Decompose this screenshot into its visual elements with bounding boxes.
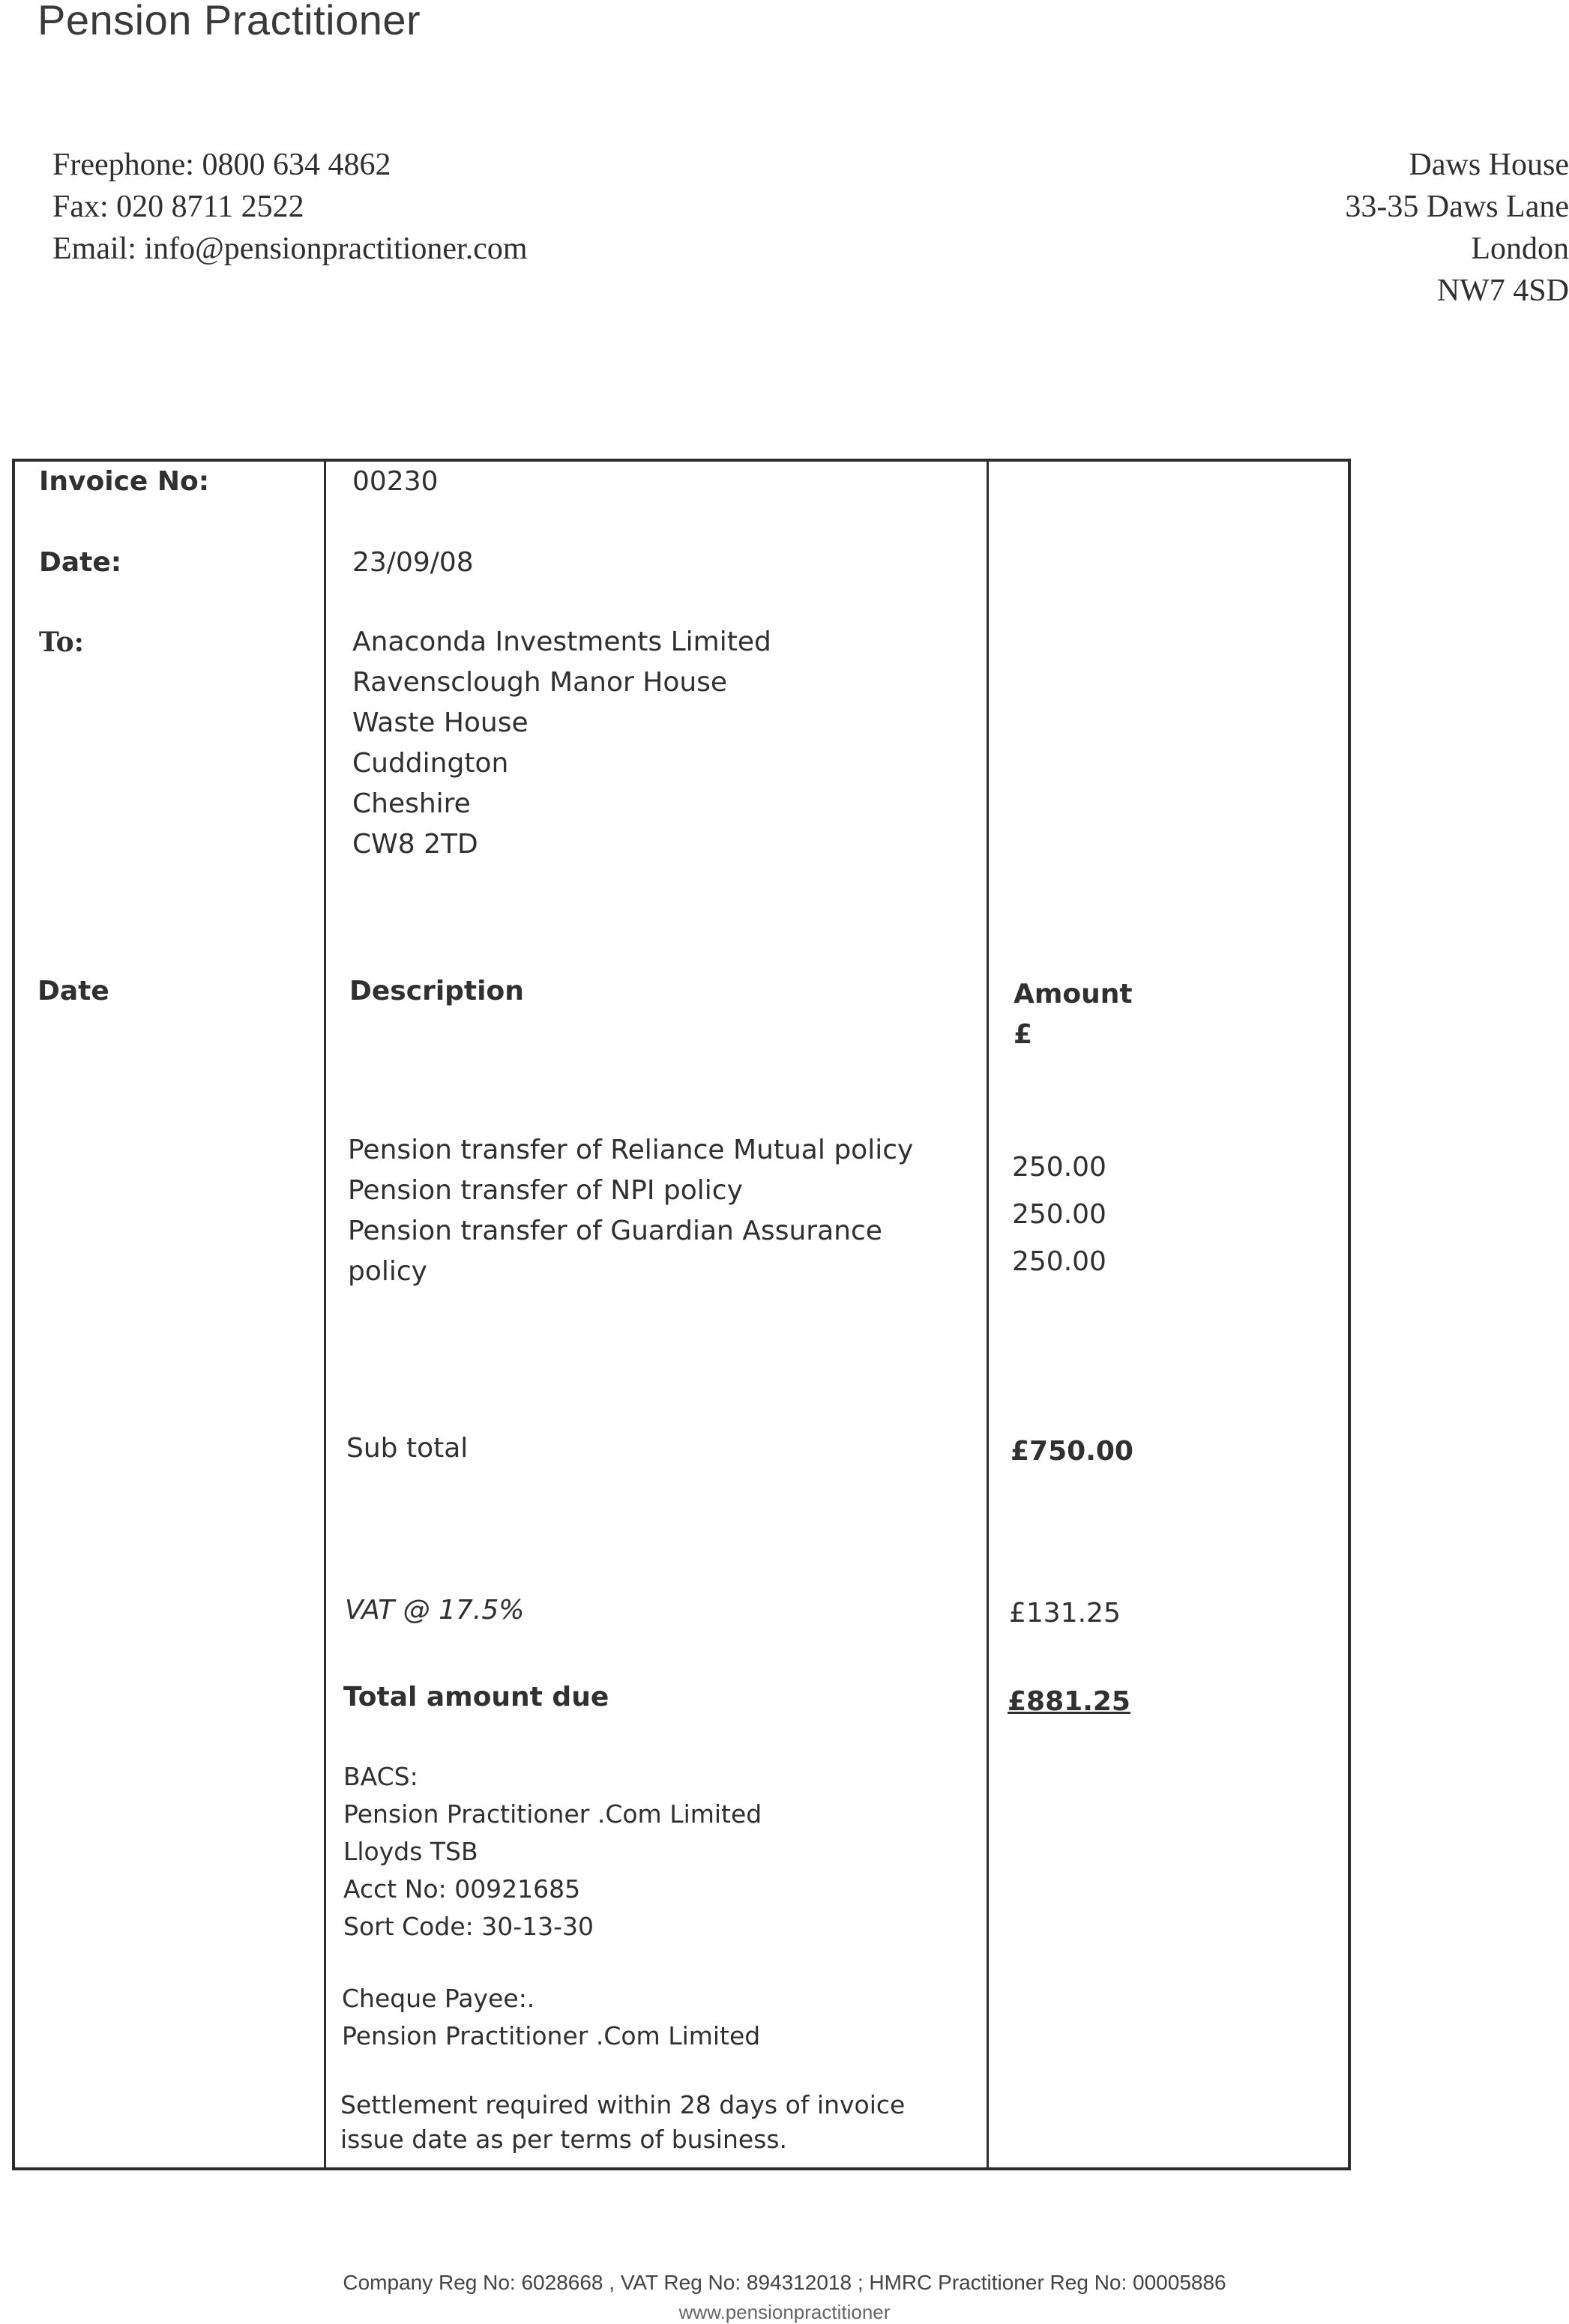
address-line: Daws House bbox=[1409, 148, 1569, 182]
address-block bbox=[1345, 144, 1569, 312]
column-divider bbox=[324, 460, 326, 2167]
recipient-line: Cheshire bbox=[352, 788, 471, 819]
subtotal-value: £750.00 bbox=[1011, 1436, 1133, 1467]
total-label: Total amount due bbox=[343, 1682, 609, 1712]
column-header-date: Date bbox=[37, 976, 109, 1006]
registration-footer: Company Reg No: 6028668 , VAT Reg No: 894312018 ; HMRC Practitioner Reg No: 00005886 bbox=[343, 2271, 1226, 2294]
vat-label: VAT @ 17.5% bbox=[345, 1595, 525, 1626]
website-footer: www.pensionpractitioner bbox=[678, 2301, 891, 2323]
bacs-line: Pension Practitioner .Com Limited bbox=[343, 1799, 762, 1829]
item-amount: 250.00 bbox=[1012, 1152, 1106, 1183]
address-line: 33-35 Daws Lane bbox=[1345, 190, 1569, 224]
recipient-line: Cuddington bbox=[352, 748, 509, 779]
item-description-continued: policy bbox=[348, 1256, 427, 1287]
recipient-line: Ravensclough Manor House bbox=[352, 667, 728, 698]
bacs-line: Sort Code: 30-13-30 bbox=[343, 1912, 594, 1941]
settlement-line: Settlement required within 28 days of invoice bbox=[340, 2090, 906, 2119]
bacs-line: BACS: bbox=[343, 1762, 418, 1791]
recipient-line: CW8 2TD bbox=[352, 829, 478, 860]
currency-label: £ bbox=[1014, 1019, 1033, 1050]
item-description: Pension transfer of Guardian Assurance bbox=[348, 1216, 882, 1246]
item-amount: 250.00 bbox=[1012, 1246, 1106, 1277]
column-header-amount bbox=[1014, 974, 1133, 1055]
fax-line: Fax: 020 8711 2522 bbox=[52, 190, 304, 224]
contact-block bbox=[52, 144, 528, 270]
bacs-line: Lloyds TSB bbox=[343, 1837, 478, 1866]
column-divider bbox=[987, 460, 989, 2167]
email-line: Email: info@pensionpractitioner.com bbox=[52, 232, 528, 266]
freephone-line: Freephone: 0800 634 4862 bbox=[52, 148, 391, 182]
item-description: Pension transfer of Reliance Mutual policy bbox=[348, 1135, 914, 1165]
date-value: 23/09/08 bbox=[352, 547, 474, 578]
date-label: Date: bbox=[39, 547, 122, 578]
cheque-line: Pension Practitioner .Com Limited bbox=[342, 2021, 761, 2050]
recipient-line: Waste House bbox=[352, 707, 528, 738]
recipient-address bbox=[352, 622, 771, 865]
company-brand: Pension Practitioner bbox=[37, 0, 421, 43]
invoice-no-label: Invoice No: bbox=[39, 466, 210, 497]
bacs-details bbox=[343, 1758, 762, 1946]
recipient-line: Anaconda Investments Limited bbox=[352, 627, 771, 657]
column-header-description: Description bbox=[349, 976, 524, 1006]
address-line: NW7 4SD bbox=[1436, 274, 1569, 308]
cheque-details bbox=[342, 1980, 760, 2055]
item-amount: 250.00 bbox=[1012, 1199, 1106, 1230]
amount-label: Amount bbox=[1014, 979, 1133, 1009]
line-item-description bbox=[348, 1130, 913, 1292]
invoice-no-value: 00230 bbox=[352, 466, 439, 497]
subtotal-label: Sub total bbox=[346, 1433, 469, 1464]
cheque-line: Cheque Payee:. bbox=[342, 1984, 535, 2013]
vat-value: £131.25 bbox=[1009, 1598, 1121, 1629]
bacs-line: Acct No: 00921685 bbox=[343, 1874, 581, 1904]
address-line: London bbox=[1471, 232, 1569, 266]
to-label: To: bbox=[39, 627, 84, 658]
settlement-line: issue date as per terms of business. bbox=[340, 2125, 788, 2154]
item-description: Pension transfer of NPI policy bbox=[348, 1175, 743, 1206]
total-value: £881.25 bbox=[1008, 1686, 1130, 1717]
settlement-terms bbox=[340, 2088, 905, 2157]
line-item-amounts bbox=[1012, 1144, 1106, 1285]
